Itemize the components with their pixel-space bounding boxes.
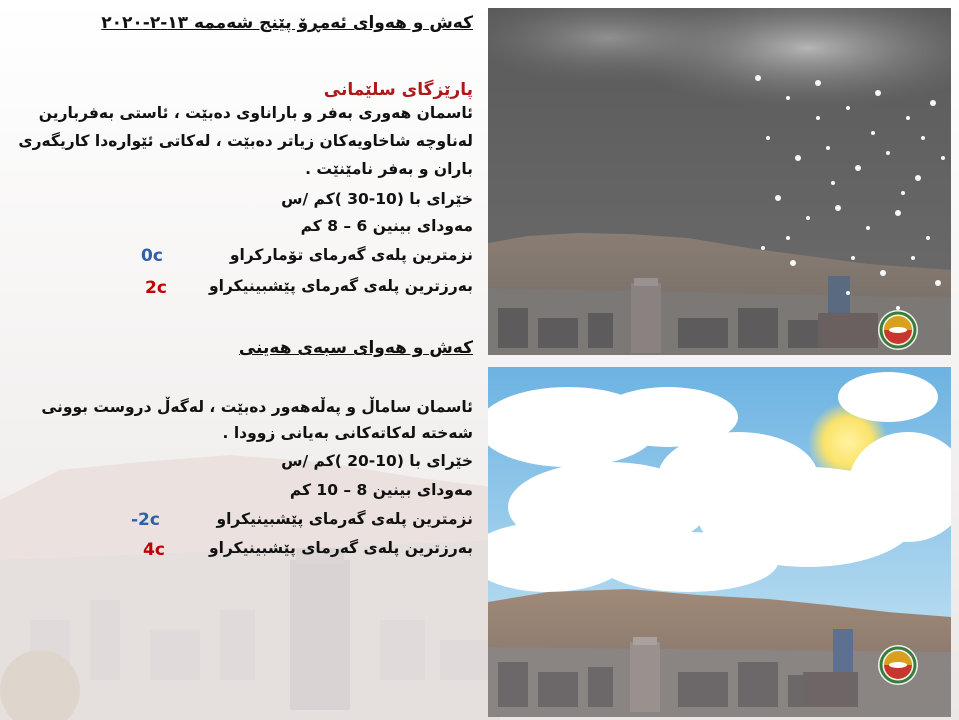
tomorrow-min-value: -2c	[131, 510, 160, 530]
today-desc-line-1: ئاسمان هەوری بەفر و باراناوی دەبێت ، ئاستی بەفربارین	[38, 104, 473, 122]
today-heading: کەش و هەوای ئەمڕۆ پێنج شەممە ١٣-٢-٢٠٢٠	[101, 13, 473, 33]
today-min-value: 0c	[141, 246, 163, 266]
tomorrow-wind: خێرای با (10-20 )کم /س	[281, 452, 473, 470]
today-desc-line-2: لەناوچە شاخاویەکان زیاتر دەبێت ، لەکاتی ئێوارەدا کاریگەری	[18, 132, 473, 150]
today-wind: خێرای با (10-30 )کم /س	[281, 190, 473, 208]
today-weather-photo	[488, 8, 951, 355]
region-title: پارێزگای سلێمانی	[323, 80, 473, 100]
today-max-label: بەرزترین پلەی گەرمای پێشبینیکراو	[208, 277, 473, 295]
tomorrow-max-value: 4c	[143, 540, 165, 560]
today-visibility: مەودای بینین 6 – 8 کم	[300, 217, 473, 235]
tomorrow-visibility: مەودای بینین 8 – 10 کم	[289, 481, 473, 499]
today-max-value: 2c	[145, 278, 167, 298]
tomorrow-heading: کەش و هەوای سبەی هەینی	[238, 338, 473, 358]
logo-seal-icon-2	[878, 645, 918, 685]
tomorrow-desc-line-2: شەختە لەکاتەکانی بەیانی زوودا .	[222, 424, 473, 442]
tomorrow-weather-photo	[488, 367, 951, 717]
tomorrow-desc-line-1: ئاسمان ساماڵ و پەڵەهەور دەبێت ، لەگەڵ دروست بوونی	[41, 398, 473, 416]
today-desc-line-3: باران و بەفر نامێنێت .	[305, 160, 473, 178]
today-min-label: نزمترین پلەی گەرمای تۆمارکراو	[229, 246, 473, 264]
tomorrow-min-label: نزمترین پلەی گەرمای پێشبینیکراو	[216, 510, 473, 528]
tomorrow-max-label: بەرزترین پلەی گەرمای پێشبینیکراو	[208, 539, 473, 557]
logo-seal-icon	[878, 310, 918, 350]
